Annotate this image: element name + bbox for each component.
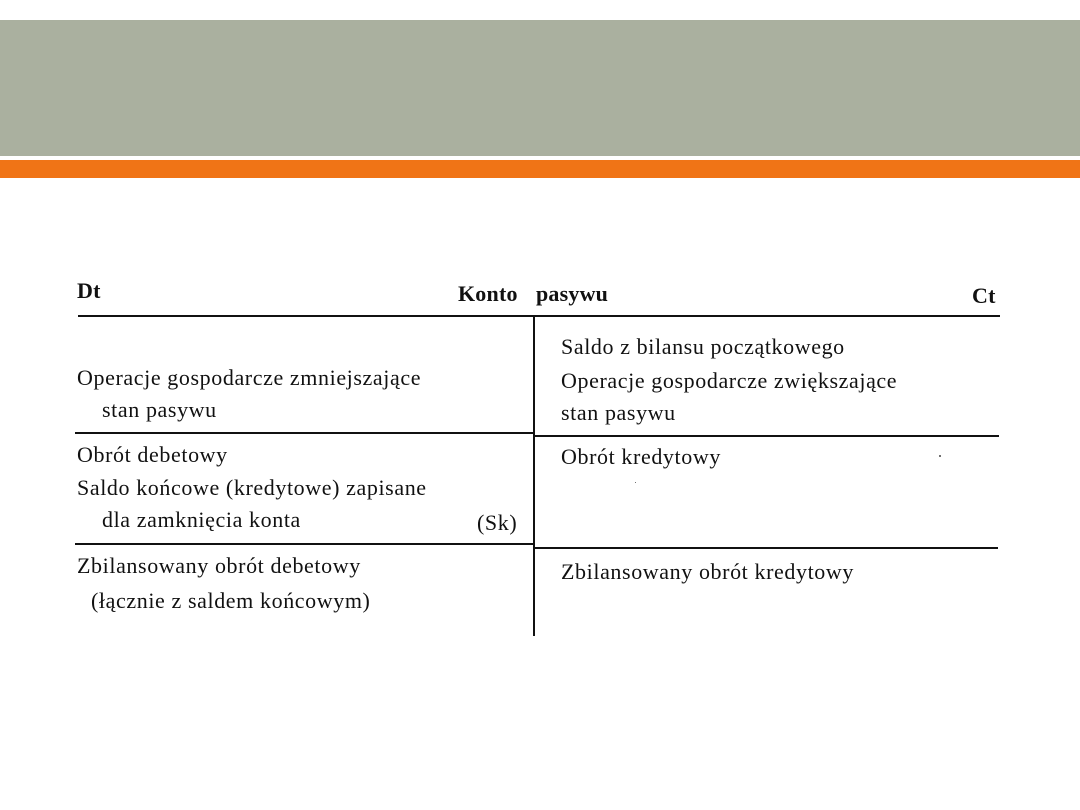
t-account-top-rule [78,315,1000,317]
left-entry-balanced-debit-cont: (łącznie z saldem końcowym) [91,588,371,613]
account-title-word-1: Konto [458,281,518,306]
left-entry-closing-balance: Saldo końcowe (kredytowe) zapisane [77,475,427,500]
left-row1-divider [75,432,533,434]
left-entry-closing-balance-cont: dla zamknięcia konta [102,507,301,532]
t-account-center-rule [533,316,535,636]
right-entry-increasing-ops: Operacje gospodarcze zwiększające [561,368,898,393]
left-entry-balanced-debit: Zbilansowany obrót debetowy [77,553,361,578]
right-entry-opening-balance: Saldo z bilansu początkowego [561,334,845,359]
right-row2-divider [535,547,998,549]
left-entry-sk-tag: (Sk) [477,510,518,535]
account-title-word-2: pasywu [536,281,609,306]
left-entry-decreasing-ops-cont: stan pasywu [102,397,217,422]
credit-label: Ct [972,283,996,308]
right-entry-balanced-credit: Zbilansowany obrót kredytowy [561,559,854,584]
right-entry-increasing-ops-cont: stan pasywu [561,400,676,425]
left-entry-debit-turnover: Obrót debetowy [77,442,228,467]
right-entry-credit-turnover: Obrót kredytowy [561,444,721,469]
debit-label: Dt [77,278,101,303]
scan-speck [939,455,941,457]
left-entry-decreasing-ops: Operacje gospodarcze zmniejszające [77,365,422,390]
left-row2-divider [75,543,533,545]
right-row1-divider [535,435,999,437]
scan-speck [635,482,636,483]
